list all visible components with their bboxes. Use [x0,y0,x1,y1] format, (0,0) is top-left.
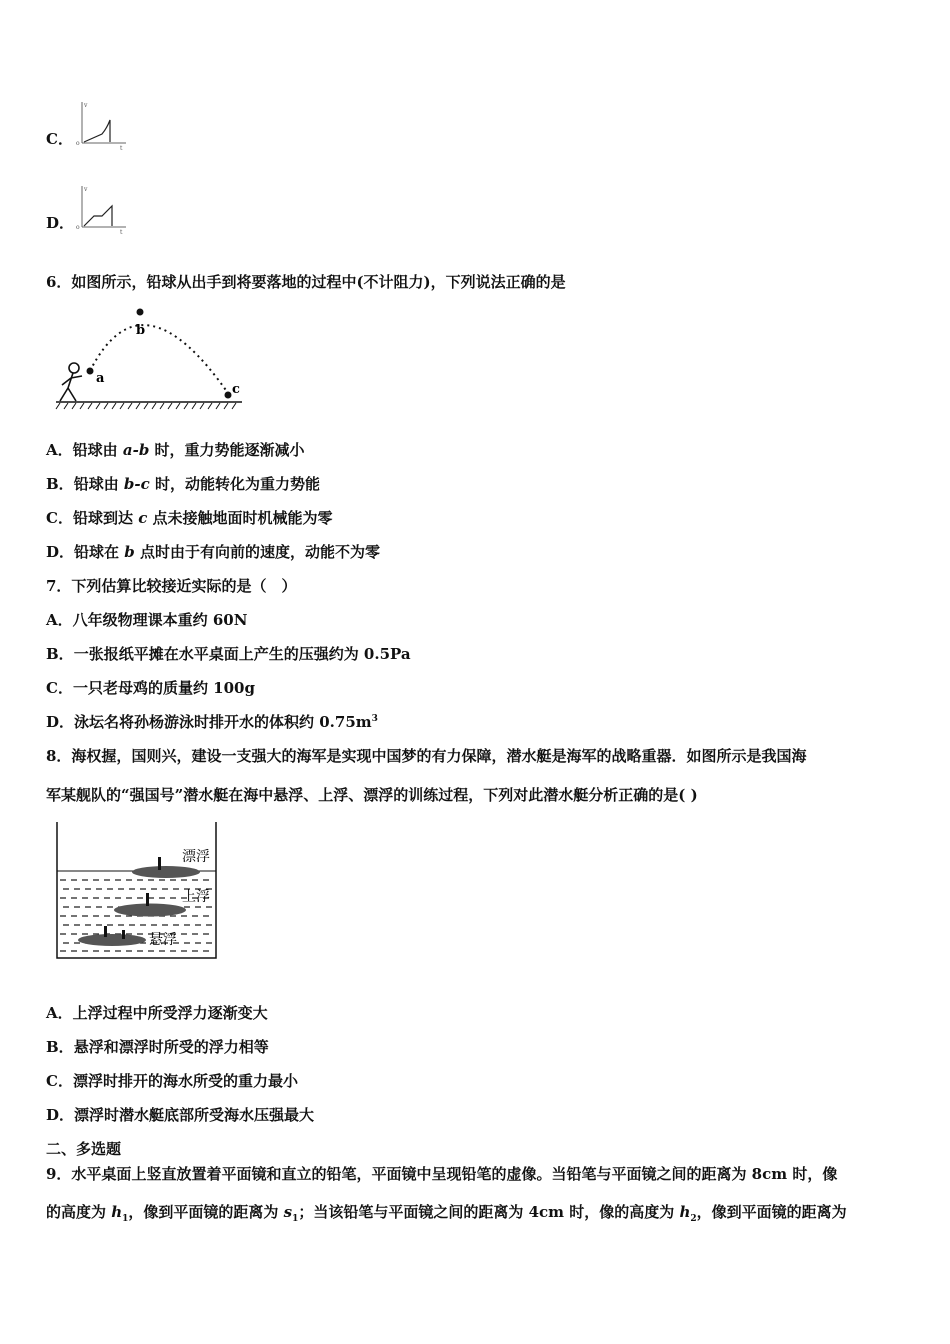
point-b [137,309,144,316]
q7-option-b: B．一张报纸平摊在水平桌面上产生的压强约为 0.5Pa [46,645,411,663]
label-c: c [232,382,240,397]
option-c-prev [46,128,73,149]
label-a: a [96,371,105,386]
thrower-figure [60,363,82,401]
option-letter: C． [46,130,73,148]
q7-stem: 7．下列估算比较接近实际的是（ ） [46,577,297,595]
q7-option-d: D．泳坛名将孙杨游泳时排开水的体积约 $0.75m^3$ [46,713,378,731]
axis-o-label: o [76,140,80,147]
vt-graph-d [74,182,130,234]
label-float: 漂浮 [182,849,210,865]
submarine-figure [54,820,222,962]
option-d-prev [46,212,74,233]
axis-v-label: v [84,186,88,193]
vt-curve [84,120,110,142]
ground-hatch [56,403,236,409]
submarine-tower [146,893,149,906]
vt-curve [84,206,112,226]
trajectory-path [90,325,230,396]
submarine-rising [114,904,186,917]
submarine-tower [122,930,125,939]
axis-v-label: v [84,102,88,109]
q8-stem-line2: 军某舰队的“强国号”潜水艇在海中悬浮、上浮、漂浮的训练过程，下列对此潜水艇分析正确的是( ) [46,786,698,804]
label-b: b [136,323,146,338]
submarine-suspended [78,934,146,946]
q9-line2: 的高度为 $h_1$，像到平面镜的距离为 $s_1$；当该铅笔与平面镜之间的距离为 4cm 时，像的高度为 $h_2$，像到平面镜的距离为 [46,1203,847,1224]
point-c [225,392,232,399]
axis-o-label: o [76,224,80,231]
q6-option-a: A．铅球由 a-b 时，重力势能逐渐减小 [46,441,305,459]
label-rise: 上浮 [182,889,210,905]
vt-graph-c [74,98,130,150]
point-a [87,368,94,375]
q9-line1: 9．水平桌面上竖直放置着平面镜和直立的铅笔，平面镜中呈现铅笔的虚像。当铅笔与平面镜之间的距离为 8cm 时，像 [46,1165,838,1183]
axis-t-label: t [120,145,123,150]
q8-option-a: A．上浮过程中所受浮力逐渐变大 [46,1004,268,1022]
submarine-tower [158,857,161,870]
q7-option-c: C．一只老母鸡的质量约 100g [46,679,255,697]
q6-stem: 6．如图所示，铅球从出手到将要落地的过程中(不计阻力)，下列说法正确的是 [46,273,566,291]
submarine-floating [132,866,200,878]
q8-option-d: D．漂浮时潜水艇底部所受海水压强最大 [46,1106,315,1124]
q7-option-a: A．八年级物理课本重约 60N [46,611,248,629]
q6-option-b: B．铅球由 b-c 时，动能转化为重力势能 [46,475,321,493]
axis-t-label: t [120,229,123,234]
section-title: 二、多选题 [46,1140,122,1158]
label-suspend: 悬浮 [149,932,177,948]
q8-stem-line1: 8．海权握，国则兴，建设一支强大的海军是实现中国梦的有力保障，潜水艇是海军的战略重器．如图所示是我国海 [46,747,807,765]
submarine-tower [104,926,107,937]
q8-option-b: B．悬浮和漂浮时所受的浮力相等 [46,1038,269,1056]
q8-option-c: C．漂浮时排开的海水所受的重力最小 [46,1072,298,1090]
shot-put-figure [50,300,250,412]
q6-option-c: C．铅球到达 c 点未接触地面时机械能为零 [46,509,333,527]
option-letter: D． [46,214,75,232]
q6-option-d: D．铅球在 b 点时由于有向前的速度，动能不为零 [46,543,380,561]
